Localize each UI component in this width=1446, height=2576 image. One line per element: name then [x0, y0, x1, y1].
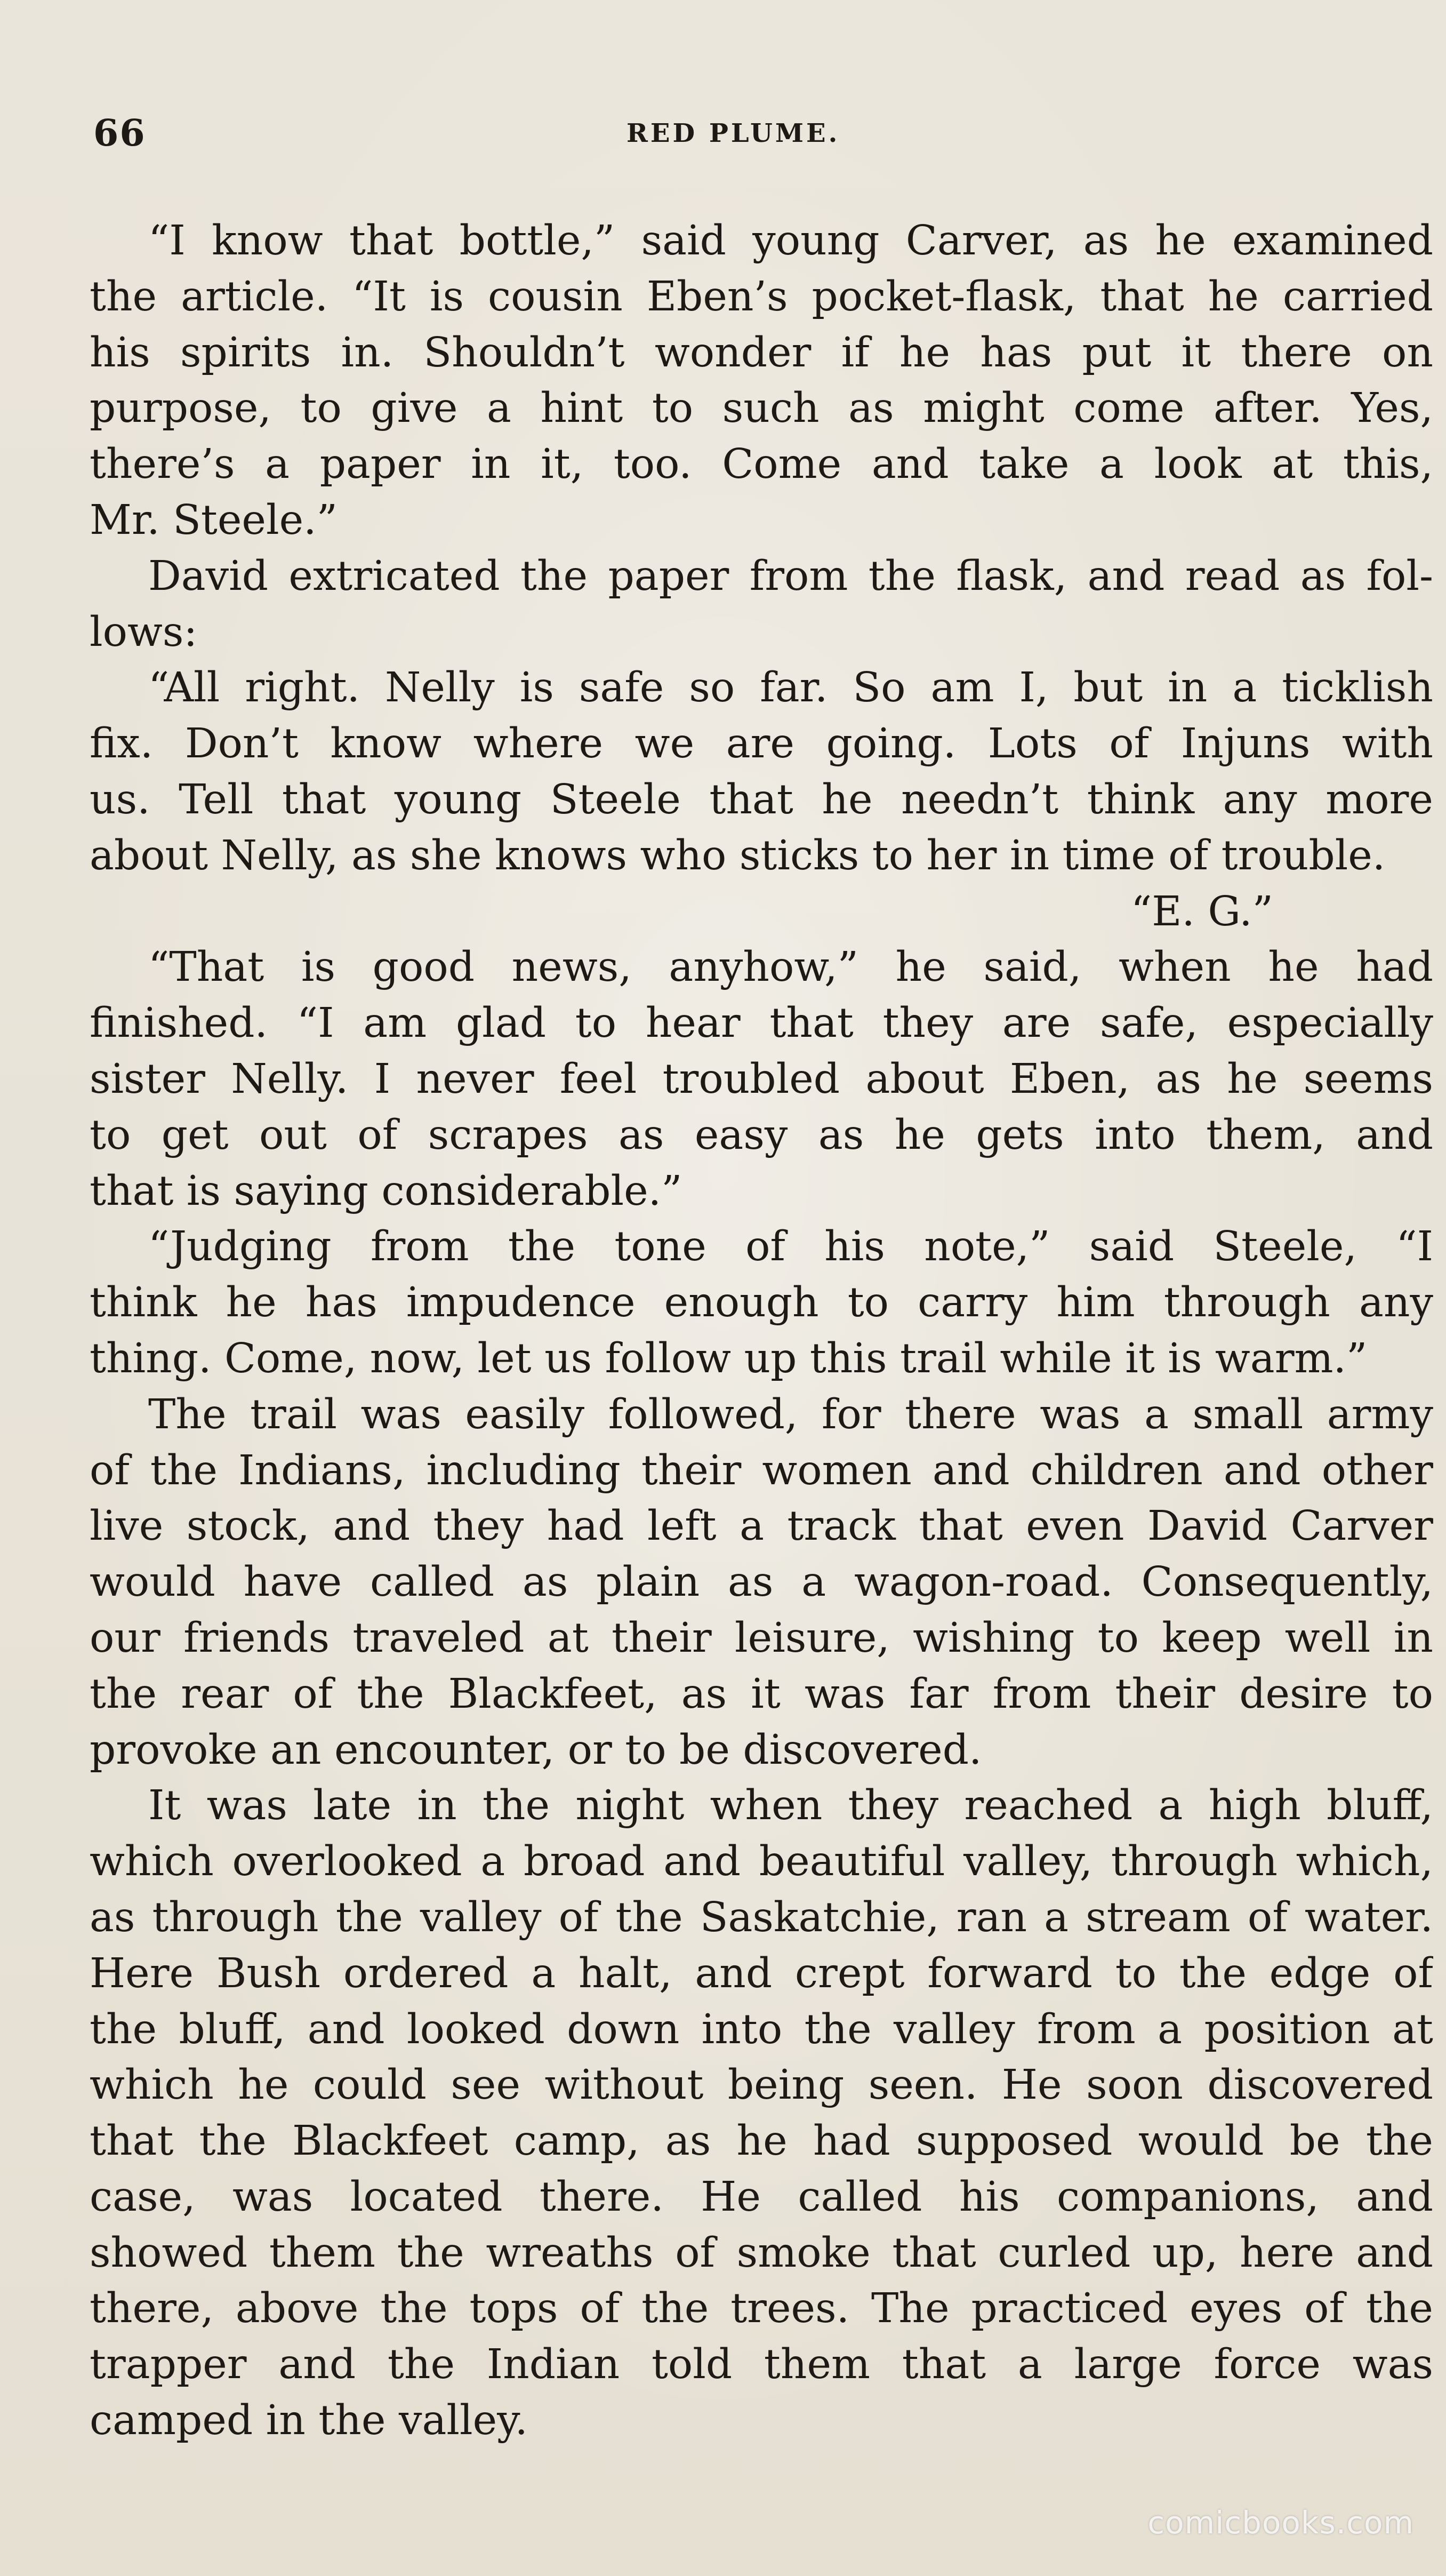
- text-line: “Judging from the tone of his note,” said Steele, “I: [148, 1223, 1433, 1271]
- text-line: about Nelly, as she knows who sticks to her in time of trouble.: [90, 831, 1386, 879]
- body-text: [90, 213, 1433, 2449]
- paragraph: [90, 213, 1433, 549]
- text-line: It was late in the night when they reached a high bluff,: [148, 1782, 1433, 1830]
- text-line: the rear of the Blackfeet, as it was far from their desire to: [90, 1670, 1433, 1718]
- text-line: there’s a paper in it, too. Come and take a look at this,: [90, 441, 1433, 489]
- text-line: live stock, and they had left a track that even David Carver: [90, 1502, 1433, 1550]
- page-number: 66: [93, 112, 146, 155]
- text-line: lows:: [90, 608, 198, 656]
- text-line: as through the valley of the Saskatchie, ran a stream of water.: [90, 1893, 1433, 1941]
- text-line: showed them the wreaths of smoke that curled up, here and: [90, 2229, 1433, 2277]
- text-line: his spirits in. Shouldn’t wonder if he has put it there on: [90, 329, 1433, 377]
- text-line: the bluff, and looked down into the valley from a position at: [90, 2005, 1433, 2053]
- note-paragraph: [90, 660, 1433, 884]
- text-line: sister Nelly. I never feel troubled about Eben, as he seems: [90, 1055, 1433, 1103]
- text-line: which overlooked a broad and beautiful valley, through which,: [90, 1838, 1433, 1886]
- text-line: case, was located there. He called his companions, and: [90, 2173, 1433, 2221]
- text-line: thing. Come, now, let us follow up this trail while it is warm.”: [90, 1334, 1368, 1382]
- text-line: our friends traveled at their leisure, wishing to keep well in: [90, 1614, 1433, 1662]
- paragraph: [90, 1778, 1433, 2449]
- text-line: the article. “It is cousin Eben’s pocket-flask, that he carried: [90, 273, 1433, 321]
- text-line: of the Indians, including their women and children and other: [90, 1446, 1433, 1494]
- text-line: trapper and the Indian told them that a large force was: [90, 2341, 1433, 2389]
- text-line: camped in the valley.: [90, 2397, 528, 2445]
- text-line: would have called as plain as a wagon-road. Consequently,: [90, 1558, 1433, 1606]
- signature-line: “E. G.”: [1130, 887, 1273, 935]
- text-line: David extricated the paper from the flask, and read as fol-: [148, 552, 1433, 600]
- text-line: fix. Don’t know where we are going. Lots of Injuns with: [90, 720, 1433, 768]
- text-line: “That is good news, anyhow,” he said, when he had: [148, 943, 1433, 991]
- text-line: which he could see without being seen. He soon discovered: [90, 2061, 1433, 2109]
- paragraph: [90, 940, 1433, 1219]
- running-head: RED PLUME.: [626, 118, 840, 148]
- text-line: Here Bush ordered a halt, and crept forward to the edge of: [90, 1949, 1433, 1997]
- paragraph: [90, 1219, 1433, 1387]
- text-line: think he has impudence enough to carry him through any: [90, 1279, 1433, 1327]
- text-line: “All right. Nelly is safe so far. So am I, but in a ticklish: [148, 664, 1433, 712]
- text-line: there, above the tops of the trees. The practiced eyes of the: [90, 2285, 1433, 2333]
- text-line: that is saying considerable.”: [90, 1167, 682, 1215]
- text-line: provoke an encounter, or to be discovered.: [90, 1726, 982, 1774]
- text-line: Mr. Steele.”: [90, 496, 338, 544]
- note-signature: [90, 884, 1433, 940]
- text-line: us. Tell that young Steele that he needn’t think any more: [90, 775, 1433, 823]
- text-line: that the Blackfeet camp, as he had supposed would be the: [90, 2117, 1433, 2165]
- text-line: “I know that bottle,” said young Carver, as he examined: [148, 217, 1433, 265]
- text-line: finished. “I am glad to hear that they are safe, especially: [90, 999, 1433, 1047]
- page-header: [93, 107, 1437, 165]
- watermark: comicbooks.com: [1147, 2505, 1414, 2541]
- text-line: to get out of scrapes as easy as he gets into them, and: [90, 1111, 1433, 1159]
- text-line: purpose, to give a hint to such as might come after. Yes,: [90, 385, 1433, 433]
- paragraph: [90, 1387, 1433, 1779]
- text-line: The trail was easily followed, for there was a small army: [148, 1390, 1433, 1438]
- paragraph: [90, 549, 1433, 661]
